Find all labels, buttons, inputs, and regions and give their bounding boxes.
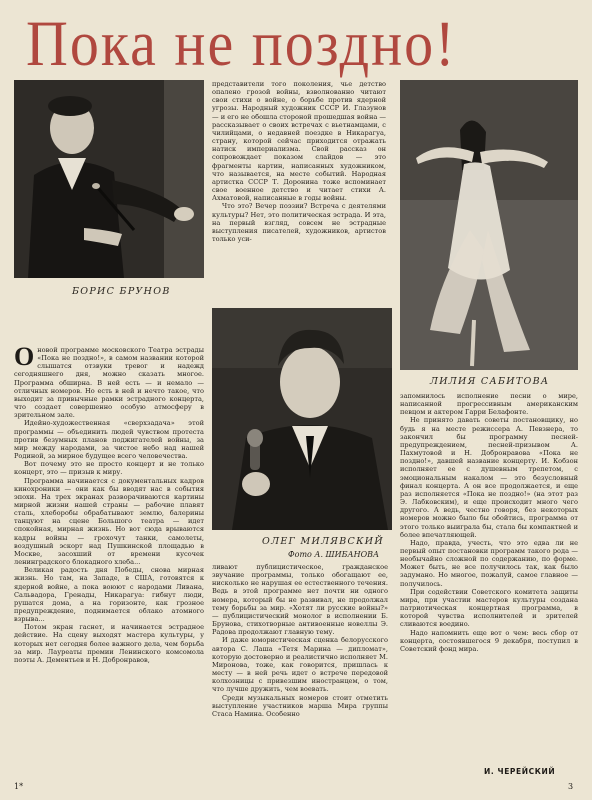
page-number-left: 1* xyxy=(14,782,24,791)
caption-sabitova: ЛИЛИЯ САБИТОВА xyxy=(430,376,550,387)
photo-brunov xyxy=(14,80,204,278)
brunov-photo-image xyxy=(14,80,204,278)
author-signature: И. ЧЕРЕЙСКИЙ xyxy=(484,767,556,776)
paragraph-lead xyxy=(14,346,204,419)
column-right xyxy=(400,392,578,764)
paragraph: Великая радость дня Победы, снова мирная жизнь. Но там, на Западе, в США, готовятся к ядерной войне, а пока воюют с народами Ливана, Сальвадора, Гренады, Никарагуа: гибнут люди, рушатся дома, а на горизонте, как грозное предупреждение, поднимается облако атомного взрыва... xyxy=(14,566,204,624)
drop-cap: О xyxy=(14,346,35,371)
paragraph: Не принято давать советы постановщику, но будь я на месте режиссера А. Певзнера, то закончил бы программу песней-предупреждением, песней-призывом А. Пахмутовой и Н. Добронравова «Пока не поздно!», давшей название концерту. И. Кобзон исполняет ее с душевным трепетом, с эмоциональным накалом — это безусловный финал концерта. А он все продолжается, и еще раз исполняется «Пока не поздно!» (на этот раз Э. Лабковским), и еще происходит много чего другого. А ведь, честно говоря, без некоторых номеров можно было бы обойтись, программа от этого только выиграла бы, стала бы компактней и более впечатляющей. xyxy=(400,416,578,539)
milyavsky-photo-image xyxy=(212,308,392,530)
paragraph: Надо напомнить еще вот о чем: весь сбор от концерта, состоявшегося 9 декабря, поступил в Советский фонд мира. xyxy=(400,628,578,653)
paragraph: При содействии Советского комитета защиты мира, при участии мастеров культуры создана патриотическая концертная программа, в которой чувства исполнителей и зрителей сливаются воедино. xyxy=(400,587,578,629)
paragraph: Что это? Вечер поэзии? Встреча с деятелями культуры? Нет, это политическая эстрада. И эта, на первый взгляд, совсем не эстрадные выступления писателей, художников, артистов только уси- xyxy=(212,202,386,243)
paragraph: представители того поколения, чье детство опалено грозой войны, взволнованно читают свои стихи о войне, о борьбе против ядерной угрозы. Народный художник СССР И. Глазунов — и его не обошла стороной прошедшая война — рассказывает о своих встречах с вьетнамцами, с чилийцами, о недавней поездке в Никарагуа, страну, которой сейчас приходится отражать натиск империализма. Свой рассказ он сопровождает показом слайдов — это фрагменты картин, написанных художником, что называется, на месте событий. Народная артистка СССР Т. Доронина тоже вспоминает свое военное детство и читает стихи А. Ахматовой, написанные в годы войны. xyxy=(212,80,386,203)
paragraph: И даже юмористическая сценка белорусского автора С. Лаша «Тетя Марина — дипломат», которую достоверно и реалистично исполняет М. Миронова, тоже, как говорится, пришлась к месту — в ней речь идет о встрече передовой колхозницы с привезшим иностранцем, о том, что лучше дружить, чем воевать. xyxy=(212,636,388,694)
paragraph: Идейно-художественная «сверхзадача» этой программы — объединить людей чувством протеста против безумных планов поджигателей войны, за мир между народами, за чистое небо над нашей Родиной, за мирное будущее всего человечества. xyxy=(14,419,204,461)
paragraph: запомнилось исполнение песни о мире, написанной прогрессивным американским певцом и актером Гарри Белафонте. xyxy=(400,392,578,417)
column-left xyxy=(14,346,204,776)
photo-credit: Фото А. ШИБАНОВА xyxy=(288,550,380,559)
caption-milyavsky: ОЛЕГ МИЛЯВСКИЙ xyxy=(262,536,384,547)
paragraph: Потом экран гаснет, и начинается эстрадное действие. На сцену выходят мастера культуры, у которых нет сегодня более важного дела, чем борьба за мир. Лауреаты премии Ленинского комсомола поэты А. Дементьев и Н. Добронравов, xyxy=(14,623,204,664)
page-number-right: 3 xyxy=(568,782,574,791)
photo-sabitova xyxy=(400,80,578,370)
paragraph: Среди музыкальных номеров стоит отметить выступление участников марша Мира группы Стаса Намина. Особенно xyxy=(212,693,388,718)
paragraph: Программа начинается с документальных кадров кинохроники — они как бы вводят нас в события эпохи. На трех экранах разворачиваются картины мирной жизни нашей страны — рабочие плавят сталь, хлеборобы обрабатывают землю, балерины танцуют на сцене Большого театра — идет спокойная, мирная жизнь. Но вот сюда врываются кадры войны — грохочут танки, самолеты, воздушный эскорт над Пушкинской площадью в Москве, засохший от времени кусочек ленинградского блокадного хлеба... xyxy=(14,476,204,567)
photo-milyavsky xyxy=(212,308,392,530)
page-title: Пока не поздно! xyxy=(26,6,457,80)
column-middle xyxy=(212,563,388,775)
caption-brunov: БОРИС БРУНОВ xyxy=(72,286,171,297)
paragraph-text: новой программе московского Театра эстрады «Пока не поздно!», в самом названии которой слышатся отзвуки тревог и надежд сегодняшнего дня, можно сказать многое. Программа обширна. В ней есть — и немало — отличных номеров. Но есть в ней и нечто такое, что выходит за привычные рамки эстрадного концерта, что создает совершенно особую атмосферу в зрительном зале. xyxy=(14,346,204,420)
column-top-middle xyxy=(212,80,386,298)
sabitova-photo-image xyxy=(400,80,578,370)
paragraph: Вот почему это не просто концерт и не только концерт, это — призыв к миру. xyxy=(14,460,204,477)
paragraph: Надо, правда, учесть, что это едва ли не первый опыт постановки программ такого рода — необычайно сложной по содержанию, по форме. Может быть, не все получилось так, как было задумано. Но многое, пожалуй, самое главное — получилось. xyxy=(400,538,578,588)
paragraph: ливают публицистическое, гражданское звучание программы, только обогащают ее, нисколько не нарушая ее естественного течения. Ведь в этой программе нет почти ни одного номера, который бы не развивал, не продолжал тему борьбы за мир. «Хотят ли русские войны?» — публицистический монолог в исполнении Б. Брунова, стихотворные антивоенные новеллы Э. Радова продолжают главную тему. xyxy=(212,563,388,637)
